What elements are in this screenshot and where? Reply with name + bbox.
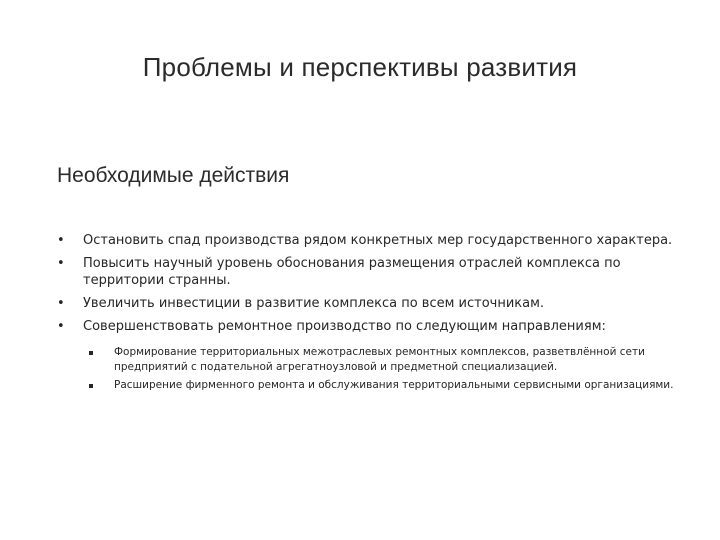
sub-bullet-list [83,345,677,393]
bullet-dot-icon: • [57,296,65,311]
bullet-text: Увеличить инвестиции в развитие комплекса по всем источникам. [83,296,545,311]
bullet-text: Совершенствовать ремонтное производство по следующим направлениям: [83,319,606,334]
bullet-item [57,232,677,249]
bullet-item [57,318,677,393]
sub-bullet-item [83,378,677,393]
bullet-list [57,232,677,399]
bullet-dot-icon: • [57,256,65,271]
bullet-item [57,295,677,312]
bullet-item [57,255,677,289]
bullet-dot-icon: • [57,233,65,248]
sub-bullet-text: Формирование территориальных межотраслевых ремонтных комплексов, разветвлённой сети предприятий с подательной агрегатноузловой и предметной специализацией. [114,346,645,373]
square-bullet-icon [89,384,93,388]
section-heading: Необходимые действия [57,164,290,187]
bullet-text: Остановить спад производства рядом конкретных мер государственного характера. [83,233,673,248]
square-bullet-icon [89,351,93,355]
bullet-text: Повысить научный уровень обоснования размещения отраслей комплекса по территории странны. [83,256,621,288]
slide-title: Проблемы и перспективы развития [142,52,578,82]
sub-bullet-text: Расширение фирменного ремонта и обслуживания территориальными сервисными организациями. [114,379,674,391]
sub-bullet-item [83,345,677,375]
bullet-dot-icon: • [57,319,65,334]
